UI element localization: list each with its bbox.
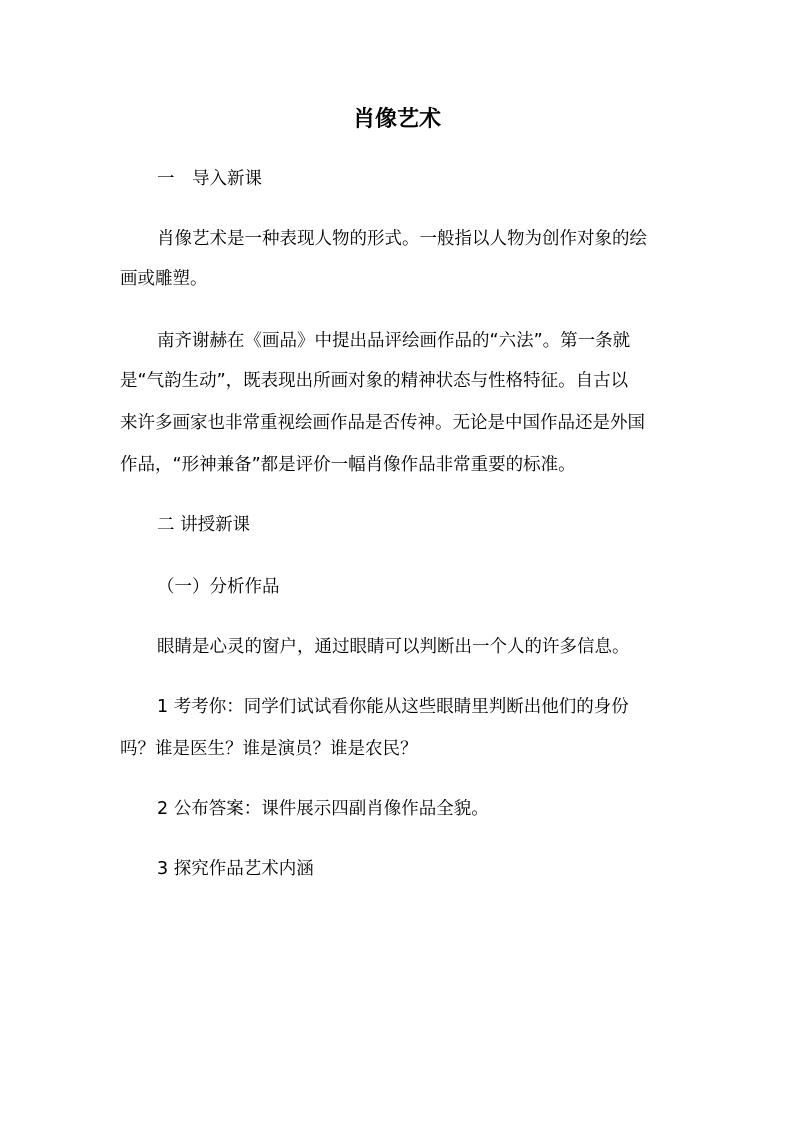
paragraph-definition-line-2: 画或雕塑。 — [120, 269, 208, 289]
list-item-1-line-1: 1 考考你：同学们试试看你能从这些眼睛里判断出他们的身份 — [157, 697, 629, 717]
paragraph-six-methods-line-2: 是“气韵生动”，既表现出所画对象的精神状态与性格特征。自古以 — [120, 371, 629, 391]
paragraph-six-methods-line-3: 来许多画家也非常重视绘画作品是否传神。无论是中国作品还是外国 — [120, 413, 645, 433]
list-item-2: 2 公布答案：课件展示四副肖像作品全貌。 — [157, 799, 489, 819]
list-item-1-line-2: 吗？谁是医生？谁是演员？谁是农民？ — [120, 739, 418, 759]
paragraph-eyes: 眼睛是心灵的窗户，通过眼睛可以判断出一个人的许多信息。 — [157, 637, 630, 657]
section-heading-new-lesson: 二 讲授新课 — [157, 515, 251, 535]
subsection-heading-analyze: （一）分析作品 — [157, 577, 280, 597]
paragraph-definition-line-1: 肖像艺术是一种表现人物的形式。一般指以人物为创作对象的绘 — [157, 229, 647, 249]
list-item-3: 3 探究作品艺术内涵 — [157, 859, 314, 879]
paragraph-six-methods-line-4: 作品，“形神兼备”都是评价一幅肖像作品非常重要的标准。 — [120, 455, 576, 475]
section-heading-intro: 一 导入新课 — [157, 169, 262, 189]
paragraph-six-methods-line-1: 南齐谢赫在《画品》中提出品评绘画作品的“六法”。第一条就 — [157, 331, 631, 351]
document-title: 肖像艺术 — [352, 107, 441, 132]
